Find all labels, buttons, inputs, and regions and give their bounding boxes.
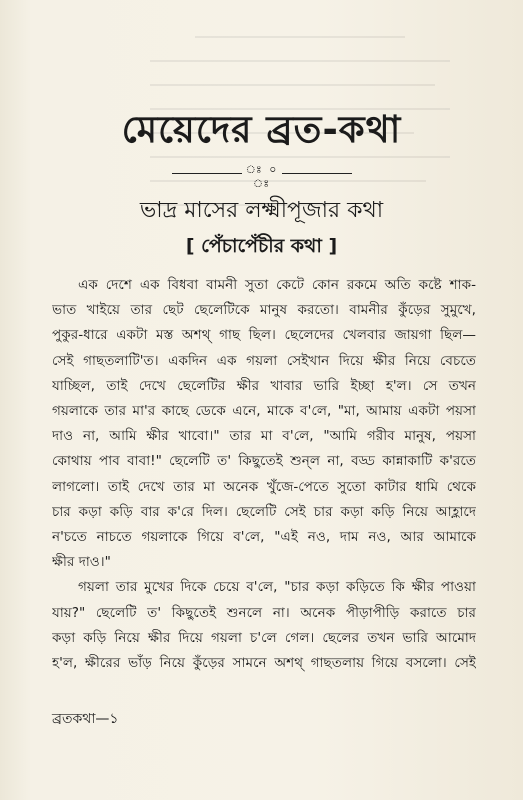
- text-line: ন'চতে নাচতে গয়লাকে গিয়ে ব'লে, "এই নও, দাম নও, আর আমাকে: [52, 529, 476, 546]
- ornament-center: ঃ ০ ঃ: [245, 163, 279, 190]
- text-line: চার কড়া কড়ি বার ক'রে দিল। ছেলেটি সেই চার কড়া কড়ি নিয়ে আহ্লাদে: [52, 503, 476, 520]
- text-line: কড়া কড়ি নিয়ে ক্ষীর দিয়ে গয়লা চ'লে গেল। ছেলের তখন ভারি আমোদ: [52, 629, 476, 646]
- text-line: পুকুর-ধারে একটা মস্ত অশথ্ গাছ ছিল। ছেলেদের খেলবার জায়গা ছিল—: [52, 327, 476, 344]
- text-line: দাও না, আমি ক্ষীর খাবো।" তার মা ব'লে, "আমি গরীব মানুষ, পয়সা: [52, 428, 476, 445]
- text-line: গয়লা তার মুখের দিকে চেয়ে ব'লে, "চার কড়া কড়িতে কি ক্ষীর পাওয়া: [78, 579, 476, 596]
- ornament-rule-left: [172, 173, 242, 174]
- chapter-subtitle: [ পেঁচাপেঁচীর কথা ]: [185, 235, 338, 257]
- page-signature: ব্রতকথা—১: [52, 711, 119, 727]
- book-title: মেয়েদের ব্রত-কথা: [121, 108, 402, 151]
- chapter-title: ভাদ্র মাসের লক্ষ্মীপূজার কথা: [139, 198, 384, 223]
- title-ornament: [172, 163, 352, 190]
- text-line: লাগলো। তাই দেখে তার মা অনেক খুঁজে-পেতে সুতো কাটার ধামি থেকে: [52, 478, 476, 495]
- text-line: যাচ্ছিল, তাই দেখে ছেলেটির ক্ষীর খাবার ভারি ইচ্ছা হ'ল। সে তখন: [52, 377, 476, 394]
- text-line: হ'ল, ক্ষীরের ভাঁড় নিয়ে কুঁড়ের সামনে অশথ্ গাছতলায় গিয়ে বসলো। সেই: [52, 655, 476, 672]
- text-line: এক দেশে এক বিধবা বামনী সুতা কেটে কোন রকমে অতি কষ্টে শাক-: [78, 277, 476, 293]
- text-line: গয়লাকে তার মা'র কাছে ডেকে এনে, মাকে ব'লে, "মা, আমায় একটা পয়সা: [52, 403, 476, 420]
- text-line: ক্ষীর দাও।": [52, 554, 111, 571]
- text-line: কোথায় পাব বাবা!" ছেলেটি ত' কিছুতেই শুন্‌ল না, বড্ড কান্নাকাটি ক'রতে: [52, 453, 476, 470]
- text-line: সেই গাছতলাটি'ত। একদিন এক গয়লা সেইখান দিয়ে ক্ষীর নিয়ে বেচতে: [52, 352, 476, 369]
- story-text: [52, 273, 476, 676]
- text-line: ভাত খাইয়ে তার ছেট ছেলেটিকে মানুষ করতো। বামনীর কুঁড়ের সুমুখে,: [52, 302, 476, 319]
- ornament-rule-right: [282, 173, 352, 174]
- text-line: যায়?" ছেলেটি ত' কিছুতেই শুনলে না। অনেক পীড়াপীড়ি করাতে চার: [52, 604, 476, 621]
